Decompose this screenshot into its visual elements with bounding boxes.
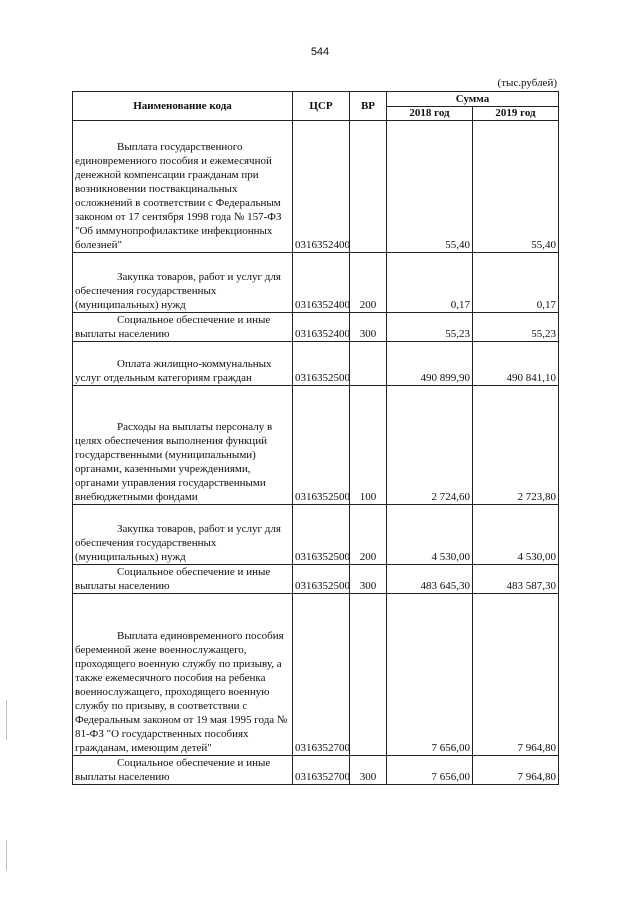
row-sum-2019: 490 841,10: [473, 342, 559, 386]
row-sum-2018: 490 899,90: [387, 342, 473, 386]
header-year-2018: 2018 год: [387, 107, 473, 121]
row-name: Оплата жилищно-коммунальных услуг отдельным категориям граждан: [73, 342, 293, 386]
row-vr: [350, 342, 387, 386]
row-vr: 300: [350, 313, 387, 342]
row-sum-2019: 7 964,80: [473, 756, 559, 785]
row-csr: 0316352400: [293, 253, 350, 313]
table-row: [73, 342, 559, 386]
row-sum-2019: 55,40: [473, 121, 559, 253]
header-sum: Сумма: [387, 92, 559, 107]
table-body: [73, 121, 559, 785]
table-row: [73, 565, 559, 594]
header-year-2019: 2019 год: [473, 107, 559, 121]
row-vr: [350, 594, 387, 756]
row-sum-2018: 55,23: [387, 313, 473, 342]
table-row: [73, 313, 559, 342]
row-sum-2018: 483 645,30: [387, 565, 473, 594]
row-sum-2018: 2 724,60: [387, 386, 473, 505]
table-header: [73, 92, 559, 121]
row-sum-2019: 55,23: [473, 313, 559, 342]
header-vr: ВР: [350, 92, 387, 121]
header-csr: ЦСР: [293, 92, 350, 121]
row-sum-2018: 7 656,00: [387, 756, 473, 785]
row-name: Социальное обеспечение и иные выплаты населению: [73, 565, 293, 594]
row-sum-2019: 4 530,00: [473, 505, 559, 565]
table-row: [73, 386, 559, 505]
row-csr: 0316352500: [293, 342, 350, 386]
table-row: [73, 756, 559, 785]
row-name: Закупка товаров, работ и услуг для обеспечения государственных (муниципальных) нужд: [73, 505, 293, 565]
table-row: [73, 594, 559, 756]
row-csr: 0316352500: [293, 386, 350, 505]
row-name: Социальное обеспечение и иные выплаты населению: [73, 313, 293, 342]
row-csr: 0316352500: [293, 505, 350, 565]
row-sum-2019: 2 723,80: [473, 386, 559, 505]
row-sum-2018: 0,17: [387, 253, 473, 313]
row-csr: 0316352400: [293, 313, 350, 342]
row-vr: 100: [350, 386, 387, 505]
row-vr: [350, 121, 387, 253]
scan-edge-mark: [6, 840, 7, 870]
unit-note: (тыс.рублей): [497, 77, 557, 89]
row-vr: 200: [350, 505, 387, 565]
table-row: [73, 505, 559, 565]
row-name: Закупка товаров, работ и услуг для обеспечения государственных (муниципальных) нужд: [73, 253, 293, 313]
scan-edge-mark: [6, 700, 7, 740]
row-csr: 0316352700: [293, 756, 350, 785]
row-csr: 0316352700: [293, 594, 350, 756]
row-name: Выплата единовременного пособия беременной жене военнослужащего, проходящего военную службу по призыву, а также ежемесячного пособия на ребенка военнослужащего, проходящего военную службу по призыву, в соответствии с Федеральным законом от 19 мая 1995 года № 81-ФЗ "О государственных пособиях гражданам, имеющим детей": [73, 594, 293, 756]
row-sum-2019: 483 587,30: [473, 565, 559, 594]
row-vr: 300: [350, 565, 387, 594]
row-vr: 200: [350, 253, 387, 313]
row-name: Выплата государственного единовременного пособия и ежемесячной денежной компенсации гражданам при возникновении поствакцинальных осложнений в соответствии с Федеральным законом от 17 сентября 1998 года № 157-ФЗ "Об иммунопрофилактике инфекционных болезней": [73, 121, 293, 253]
row-sum-2019: 0,17: [473, 253, 559, 313]
table-row: [73, 121, 559, 253]
table-row: [73, 253, 559, 313]
row-sum-2019: 7 964,80: [473, 594, 559, 756]
row-name: Расходы на выплаты персоналу в целях обеспечения выполнения функций государственными (муниципальными) органами, казенными учреждениями, органами управления государственными внебюджетными фондами: [73, 386, 293, 505]
row-sum-2018: 7 656,00: [387, 594, 473, 756]
row-csr: 0316352400: [293, 121, 350, 253]
page-number: 544: [310, 46, 330, 58]
header-name: Наименование кода: [73, 92, 293, 121]
budget-table: [72, 91, 559, 785]
row-vr: 300: [350, 756, 387, 785]
row-sum-2018: 55,40: [387, 121, 473, 253]
row-csr: 0316352500: [293, 565, 350, 594]
row-name: Социальное обеспечение и иные выплаты населению: [73, 756, 293, 785]
row-sum-2018: 4 530,00: [387, 505, 473, 565]
